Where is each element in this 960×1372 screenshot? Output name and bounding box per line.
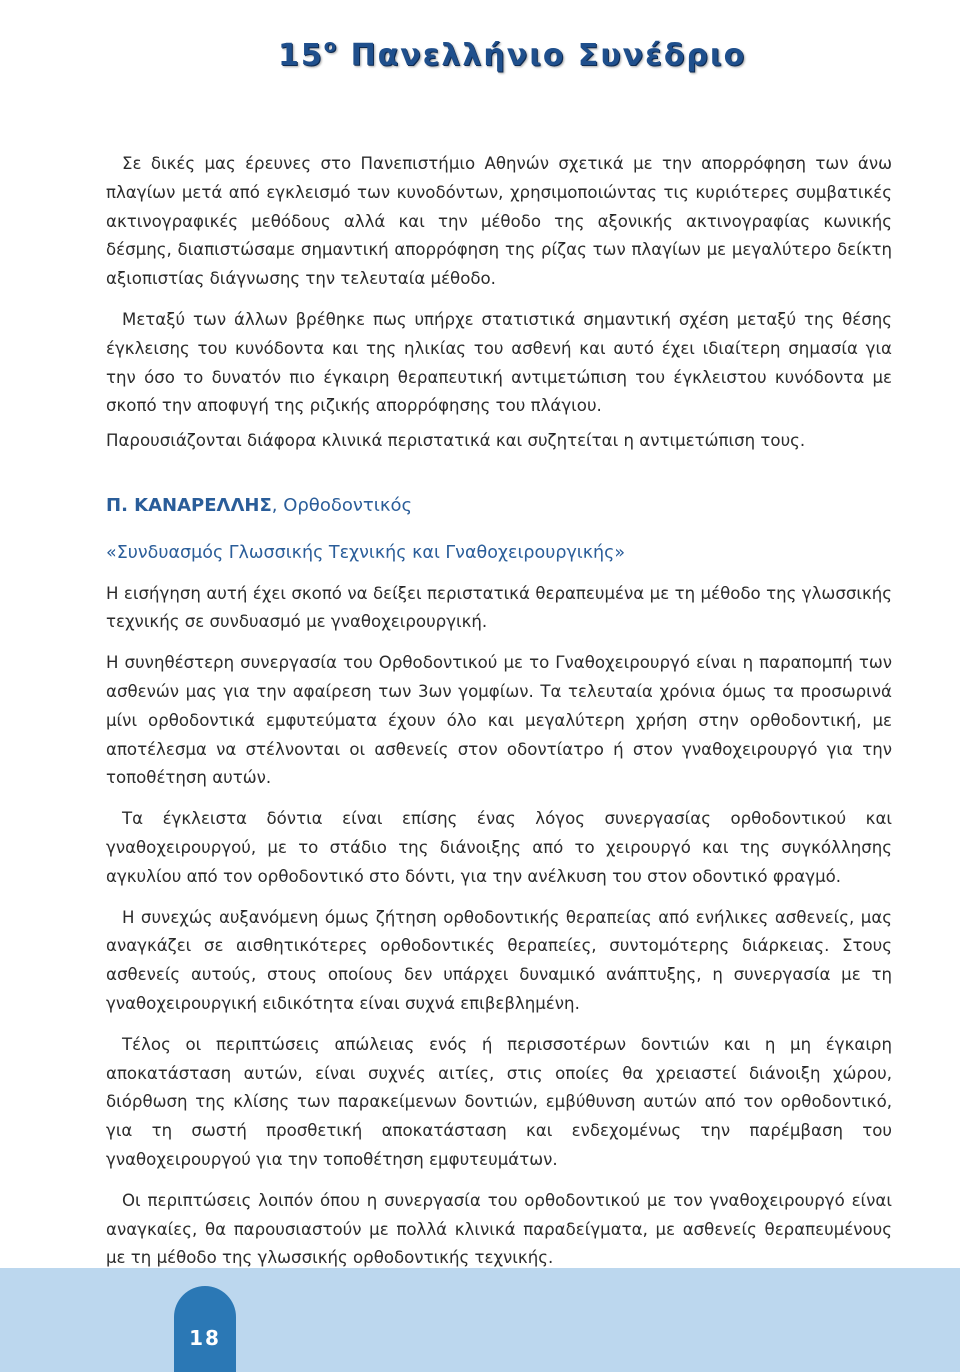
main-paragraph-6: Οι περιπτώσεις λοιπόν όπου η συνεργασία του ορθοδοντικού με τον γναθοχειρουργό είναι αναγκαίες, θα παρουσιαστούν με πολλά κλινικά παραδείγματα, με ασθενείς θεραπευμένους με τη μέθοδο της γλωσσικής ορθοδοντικής τεχνικής. (106, 1190, 892, 1268)
main-paragraph-3: Τα έγκλειστα δόντια είναι επίσης ένας λόγος συνεργασίας ορθοδοντικού και γναθοχειρουργού, με το στάδιο της διάνοιξης από το χειρουργό και της συγκόλλησης αγκυλίου από τον ορθοδοντικό στο δόντι, για την ανέλκυση του στον οδοντικό φραγμό. (106, 809, 892, 886)
main-paragraph-5: Τέλος οι περιπτώσεις απώλειας ενός ή περισσοτέρων δοντιών και η μη έγκαιρη αποκατάσταση αυτών, είναι συχνές αιτίες, στις οποίες θα χρειαστεί διάνοιξη χώρου, διόρθωση της κλίσης των παρακείμενων δοντιών, εμβύθυνση αυτών από τον ορθοδοντικό, για τη σωστή προσθετική αποκατάσταση και ενδεχομένως την παρέμβαση του γναθοχειρουργού για την τοποθέτηση εμφυτευμάτων. (106, 1034, 892, 1169)
page-header-title (278, 38, 746, 73)
page-number-tab (174, 1286, 236, 1372)
footer-band (0, 1268, 960, 1372)
article-body (106, 150, 892, 1273)
main-paragraph-1: Η εισήγηση αυτή έχει σκοπό να δείξει περιστατικά θεραπευμένα με τη μέθοδο της γλωσσικής τεχνικής σε συνδυασμό με γναθοχειρουργική. (106, 583, 892, 632)
header-title-superscript: ο (323, 36, 339, 57)
page-number: 18 (189, 1326, 221, 1350)
intro-paragraph-3: Παρουσιάζονται διάφορα κλινικά περιστατικά και συζητείται η αντιμετώπιση τους. (106, 431, 806, 451)
intro-paragraph-2: Μεταξύ των άλλων βρέθηκε πως υπήρχε στατιστικά σημαντική σχέση μεταξύ της θέσης έγκλεισης του κυνόδοντα και της ηλικίας του ασθενή και αυτό έχει ιδιαίτερη σημασία για την όσο το δυνατόν πιο έγκαιρη θεραπευτική αντιμετώπιση του έγκλειστου κυνόδοντα με σκοπό την αποφυγή της ριζικής απορρόφησης του πλάγιου. (106, 309, 892, 416)
author-name: Π. ΚΑΝΑΡΕΛΛΗΣ (106, 494, 272, 516)
talk-title: «Συνδυασμός Γλωσσικής Τεχνικής και Γναθοχειρουργικής» (106, 542, 626, 563)
header-title-text: Πανελλήνιο Συνέδριο (350, 38, 747, 73)
main-paragraph-4: Η συνεχώς αυξανόμενη όμως ζήτηση ορθοδοντικής θεραπείας από ενήλικες ασθενείς, μας αναγκάζει σε αισθητικότερες ορθοδοντικές θεραπείες, συντομότερης διάρκειας. Στους ασθενείς αυτούς, στους οποίους δεν υπάρχει δυναμικό ανάπτυξης, η συνεργασία με τη γναθοχειρουργική ειδικότητα είναι συχνά επιβεβλημένη. (106, 907, 892, 1013)
author-role: , Ορθοδοντικός (271, 494, 413, 516)
intro-paragraph-1: Σε δικές μας έρευνες στο Πανεπιστήμιο Αθηνών σχετικά με την απορρόφηση των άνω πλαγίων μετά από εγκλεισμό των κυνοδόντων, χρησιμοποιώντας τις κυριότερες συμβατικές ακτινογραφικές μεθόδους αλλά και την μέθοδο της αξονικής ακτινογραφίας κωνικής δέσμης, διαπιστώσαμε σημαντική απορρόφηση της ρίζας των πλαγίων με μεγαλύτερο δείκτη αξιοπιστίας διάγνωσης την τελευταία μέθοδο. (106, 154, 892, 289)
header-title-number: 15 (278, 38, 324, 73)
main-paragraph-2: Η συνηθέστερη συνεργασία του Ορθοδοντικού με το Γναθοχειρουργό είναι η παραπομπή των ασθενών μας για την αφαίρεση των 3ων γομφίων. Τα τελευταία χρόνια όμως τα προσωρινά μίνι ορθοδοντικά εμφυτεύματα έχουν όλο και μεγαλύτερη χρήση στην ορθοδοντική, με αποτέλεσμα να στέλνονται οι ασθενείς στον οδοντίατρο ή στον γναθοχειρουργό για την τοποθέτηση αυτών. (106, 653, 892, 788)
author-line (106, 492, 892, 521)
